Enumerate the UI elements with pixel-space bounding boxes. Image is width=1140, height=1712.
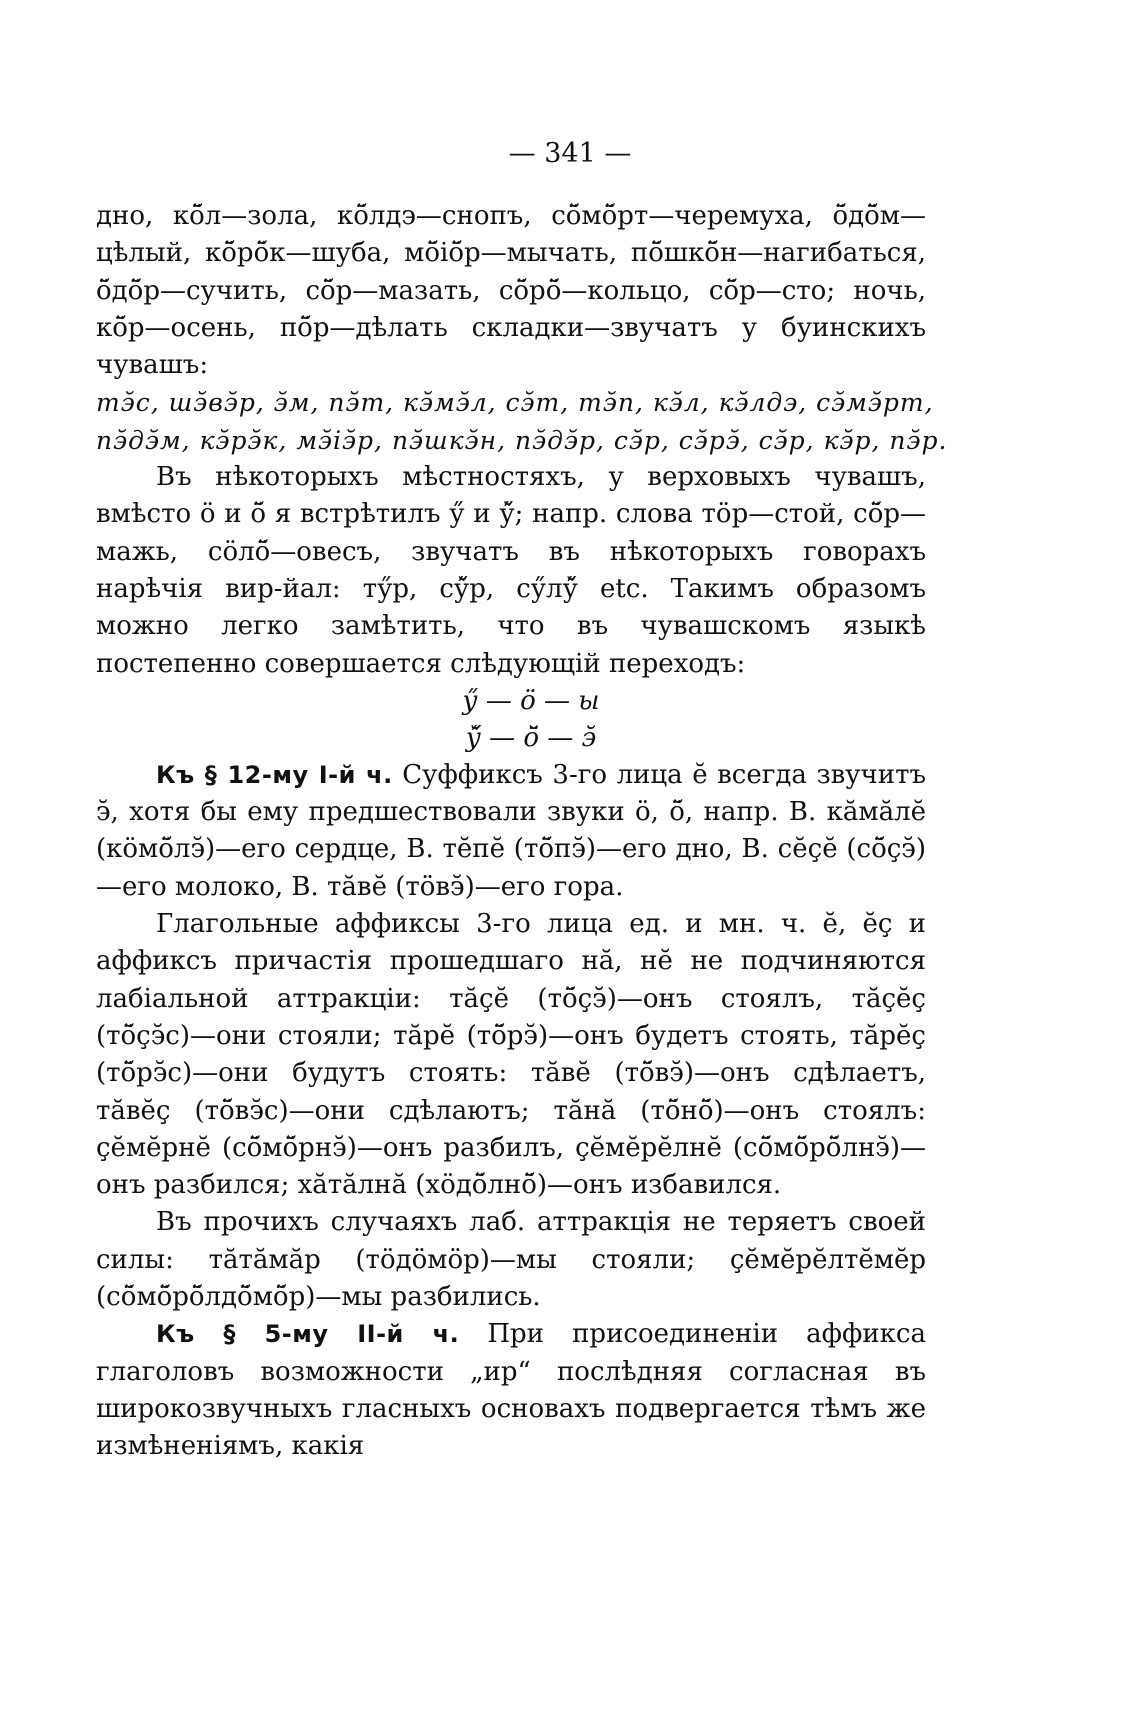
- section-heading-5: Къ § 5-му ІІ-й ч.: [156, 1320, 460, 1349]
- transition-scheme-row-2: ӳ̆ — ӧ̆ — э̆: [465, 722, 597, 753]
- section-12-text: Суффиксъ 3-го лица ĕ всегда звучитъ э̆, хотя бы ему предшествовали звуки ӧ, ӧ̆, напр. В. кăмăлĕ (кӧмӧ̆лэ̆)—его сердце, В. тĕпĕ (тӧ̆пэ̆)—его дно, В. сĕҫĕ (сӧ̆ҫэ̆)—его молоко, В. тăвĕ (тӧвэ̆)—его гора.: [96, 759, 927, 902]
- paragraph-verbal-affixes: Глагольные аффиксы 3-го лица ед. и мн. ч. ĕ, ĕҫ и аффиксъ причастія прошедшаго нă, нĕ не подчиняются лабіальной аттракціи: тăҫĕ (тӧ̆ҫэ̆)—онъ стоялъ, тăҫĕҫ (тӧ̆ҫэ̆с)—они стояли; тăрĕ (тӧ̆рэ̆)—онъ будетъ стоять, тăрĕҫ (тӧ̆рэ̆с)—они будутъ стоять: тăвĕ (тӧ̆вэ̆)—онъ сдѣлаетъ, тăвĕҫ (тӧ̆вэ̆с)—они сдѣлаютъ; тăнă (тӧ̆нӧ̆)—онъ стоялъ: ҫĕмĕрнĕ (сӧ̆мӧ̆рнэ̆)—онъ разбилъ, ҫĕмĕрĕлнĕ (сӧ̆мӧ̆рӧ̆лнэ̆)—онъ разбился; хăтăлнă (хӧдӧ̆лнӧ̆)—онъ избавился.: [96, 909, 926, 1201]
- transliteration-line-2: пэ̆дэ̆м, кэ̆рэ̆к, мэ̆іэ̆р, пэ̆шкэ̆н, пэ̆дэ̆р, сэ̆р, сэ̆рэ̆, сэ̆р, кэ̆р, пэ̆р.: [96, 425, 948, 455]
- paragraph-section-5: [96, 1316, 926, 1465]
- transliteration-line-1: тэ̆с, шэ̆вэ̆р, э̆м, пэ̆т, кэ̆мэ̆л, сэ̆т, тэ̆п, кэ̆л, кэ̆лдэ, сэ̆мэ̆рт,: [96, 388, 934, 418]
- paragraph-verkhovye: Въ нѣкоторыхъ мѣстностяхъ, у верховыхъ чувашъ, вмѣсто ӧ и ӧ̆ я встрѣтилъ ӳ и ӳ̆; напр. слова тӧр—стой, сӧ̆р—мажь, сӧлӧ̆—овесъ, звучатъ въ нѣкоторыхъ говорахъ нарѣчія вир-йал: тӳр, сӳ̆р, сӳлӳ̆ etc. Такимъ образомъ можно легко замѣтить, что въ чувашскомъ языкѣ постепенно совершается слѣдующій переходъ:: [96, 462, 926, 679]
- page-number: — 341 —: [508, 138, 632, 169]
- transition-scheme-row-1: ӳ — ӧ — ы: [462, 685, 600, 716]
- paragraph-section-12: [96, 757, 926, 906]
- section-5-text: При присоединеніи аффикса глаголовъ возможности „ир“ послѣдняя согласная въ широкозвучныхъ гласныхъ основахъ подвергается тѣмъ же измѣненіямъ, какія: [96, 1319, 926, 1462]
- section-heading-12: Къ § 12-му І-й ч.: [156, 760, 393, 789]
- paragraph-other-cases: Въ прочихъ случаяхъ лаб. аттракція не теряетъ своей силы: тăтăмăр (тӧдӧмӧр)—мы стояли; ҫĕмĕрĕлтĕмĕр (сӧ̆мӧ̆рӧ̆лдӧ̆мӧ̆р)—мы разбились.: [96, 1207, 926, 1313]
- paragraph-buinsk: дно, кӧ̆л—зола, кӧ̆лдэ—снопъ, сӧ̆мӧ̆рт—черемуха, ӧ̆дӧ̆м—цѣлый, кӧ̆рӧ̆к—шуба, мӧ̆іӧ̆р—мычать, пӧ̆шкӧ̆н—нагибаться, ӧ̆дӧ̆р—сучить, сӧ̆р—мазать, сӧ̆рӧ̆—кольцо, сӧ̆р—сто; ночь, кӧ̆р—осень, пӧ̆р—дѣлать складки—звучатъ у буинскихъ чувашъ:: [96, 201, 926, 381]
- page-body: [96, 198, 948, 1466]
